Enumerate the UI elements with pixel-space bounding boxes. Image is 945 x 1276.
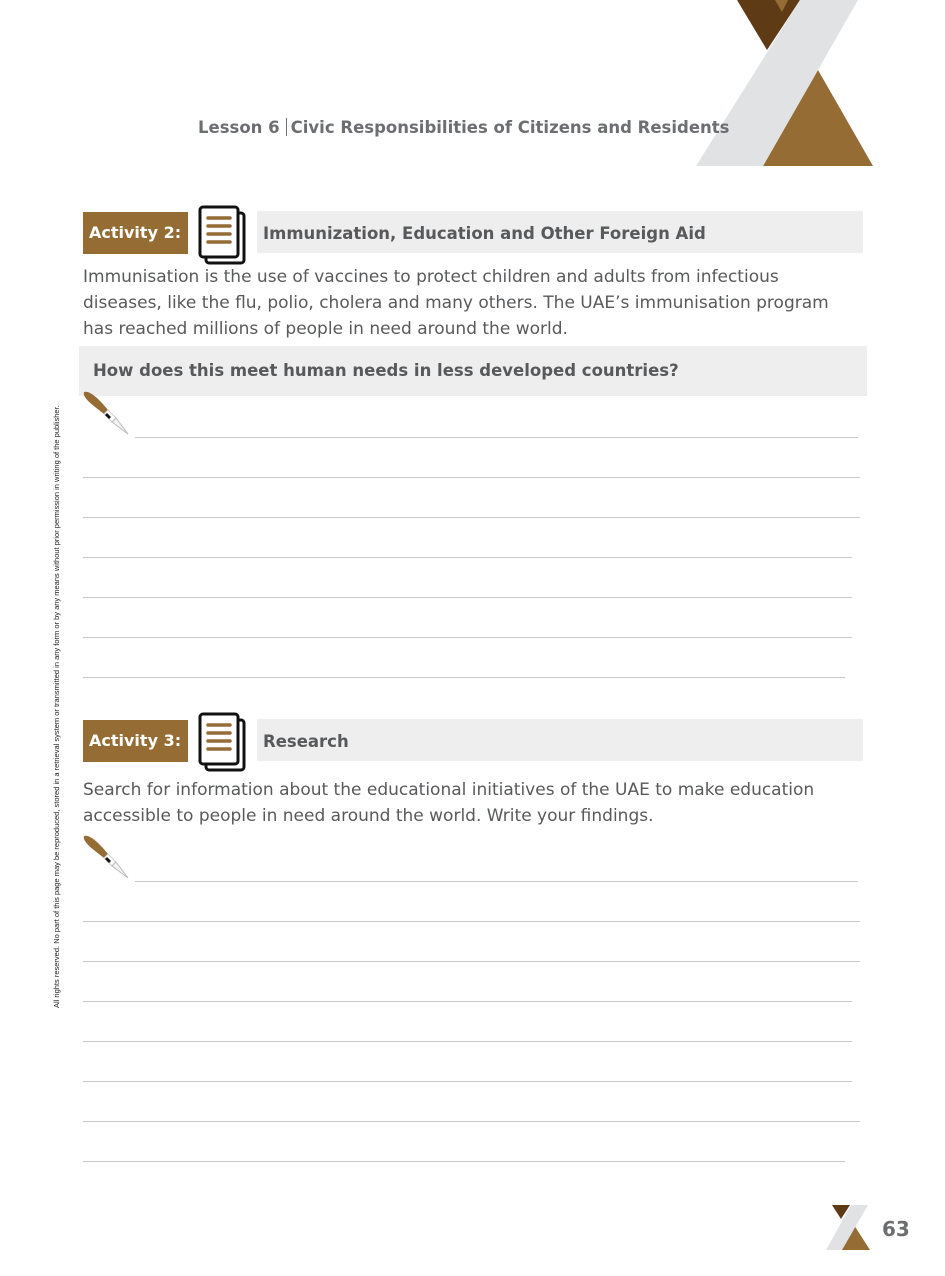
answer-line[interactable] (83, 517, 860, 518)
footer-logo (826, 1205, 872, 1251)
answer-line[interactable] (83, 1041, 852, 1042)
lesson-header (198, 118, 729, 137)
brand-logo (690, 0, 890, 170)
activity-2-question: How does this meet human needs in less developed countries? (79, 346, 867, 396)
page-number: 63 (882, 1217, 910, 1241)
answer-line[interactable] (83, 1081, 852, 1082)
answer-line[interactable] (83, 677, 845, 678)
pen-icon (80, 388, 134, 440)
answer-line[interactable] (83, 637, 852, 638)
answer-line[interactable] (83, 921, 860, 922)
answer-line[interactable] (83, 557, 852, 558)
activity-2-title: Immunization, Education and Other Foreign Aid (257, 211, 863, 253)
lesson-title: Civic Responsibilities of Citizens and Residents (290, 118, 730, 137)
copyright-notice: All rights reserved. No part of this page may be reproduced, stored in a retrieval system or transmitted in any form or by any means without prior permission in writing of the publisher. (52, 405, 61, 1008)
activity-3-title: Research (257, 719, 863, 761)
answer-line[interactable] (135, 437, 858, 438)
activity-3-paragraph: Search for information about the educational initiatives of the UAE to make education accessible to people in need around the world. Write your findings. (83, 780, 815, 826)
activity-2-paragraph: Immunisation is the use of vaccines to protect children and adults from infectious diseases, like the flu, polio, cholera and many others. The UAE’s immunisation program has reached millions of people in need around the world. (83, 267, 829, 339)
activity-2-badge: Activity 2: (83, 212, 188, 254)
answer-line[interactable] (83, 1001, 852, 1002)
activity-3-badge: Activity 3: (83, 720, 188, 762)
answer-line[interactable] (135, 881, 858, 882)
answer-line[interactable] (83, 1121, 860, 1122)
document-icon (197, 204, 249, 266)
answer-line[interactable] (83, 1161, 845, 1162)
answer-line[interactable] (83, 961, 860, 962)
answer-line[interactable] (83, 477, 860, 478)
document-icon (197, 711, 249, 773)
lesson-number: Lesson 6 (198, 118, 280, 137)
pen-icon (80, 832, 134, 884)
answer-line[interactable] (83, 597, 852, 598)
